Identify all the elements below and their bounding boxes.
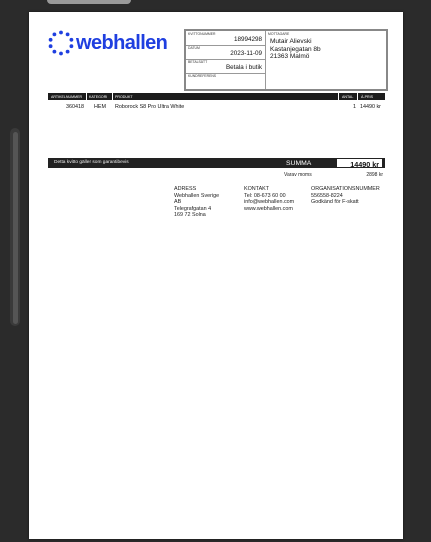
col-qty: ANTAL xyxy=(342,94,354,99)
total-bar xyxy=(280,158,385,168)
receipt-page xyxy=(29,12,403,539)
date-value: 2023-11-09 xyxy=(230,50,262,57)
receipt-number-value: 18994298 xyxy=(233,36,262,43)
recipient-block xyxy=(266,31,384,89)
reference-cell xyxy=(186,73,265,88)
org-number: 556558-8224 xyxy=(311,192,343,199)
date-label: DATUM xyxy=(188,46,200,50)
col-price: À-PRIS xyxy=(361,94,373,99)
payment-value: Betala i butik xyxy=(225,64,262,71)
receipt-number-label: KVITTONUMMER xyxy=(188,32,216,36)
viewer-tab[interactable] xyxy=(47,0,131,4)
row-product: Roborock S8 Pro Ultra White xyxy=(115,104,185,110)
row-category: HEM xyxy=(94,104,106,110)
webhallen-logo xyxy=(48,30,167,56)
logo-text: webhallen xyxy=(76,31,168,54)
payment-label: BETALSÄTT xyxy=(188,60,208,64)
org-tax-status: Godkänd för F-skatt xyxy=(311,199,359,205)
recipient-city: 21363 Malmö xyxy=(270,53,310,60)
col-article: ARTIKELNUMMER xyxy=(51,94,83,99)
reference-label: KUNDREFERENS xyxy=(188,74,217,78)
total-value: 14490 kr xyxy=(350,159,379,169)
total-label: SUMMA xyxy=(286,159,312,167)
address-line: Telegrafgatan 4 xyxy=(174,205,212,212)
warranty-notice xyxy=(48,158,280,168)
col-product: PRODUKT xyxy=(115,94,133,99)
recipient-label: MOTTAGARE xyxy=(268,32,290,36)
receipt-number-cell xyxy=(186,31,265,46)
contact-heading: KONTAKT xyxy=(244,186,270,192)
footer-org xyxy=(311,186,380,206)
row-qty: 1 xyxy=(353,104,356,110)
address-line: AB xyxy=(174,199,182,205)
vat-label: Varav moms xyxy=(284,172,312,178)
warranty-notice-text: Detta kvitto gäller som garantibevis xyxy=(54,160,129,166)
address-line: Webhallen Sverige xyxy=(174,192,220,199)
contact-phone: Tel: 08-673 60 00 xyxy=(244,192,286,199)
vat-value: 2898 kr xyxy=(366,172,383,178)
dotted-circle-icon xyxy=(48,30,74,56)
org-heading: ORGANISATIONSNUMMER xyxy=(311,186,380,192)
contact-website: www.webhallen.com xyxy=(244,205,293,212)
address-heading: ADRESS xyxy=(174,186,197,192)
footer-contact xyxy=(244,186,294,212)
row-article: 360418 xyxy=(66,104,84,110)
col-category: KATEGORI xyxy=(89,94,108,99)
footer-address xyxy=(174,186,219,219)
receipt-info-box xyxy=(184,29,388,91)
row-price: 14490 kr xyxy=(360,104,381,110)
date-cell xyxy=(186,45,265,60)
recipient-street: Kastanjegatan 8b xyxy=(270,45,321,53)
contact-email: info@webhallen.com xyxy=(244,199,295,205)
recipient-name: Mutair Alievski xyxy=(270,38,312,45)
table-row xyxy=(48,104,385,112)
scrollbar-thumb[interactable] xyxy=(13,132,18,324)
payment-cell xyxy=(186,59,265,74)
address-line: 169 72 Solna xyxy=(174,212,206,218)
table-header xyxy=(48,93,385,100)
